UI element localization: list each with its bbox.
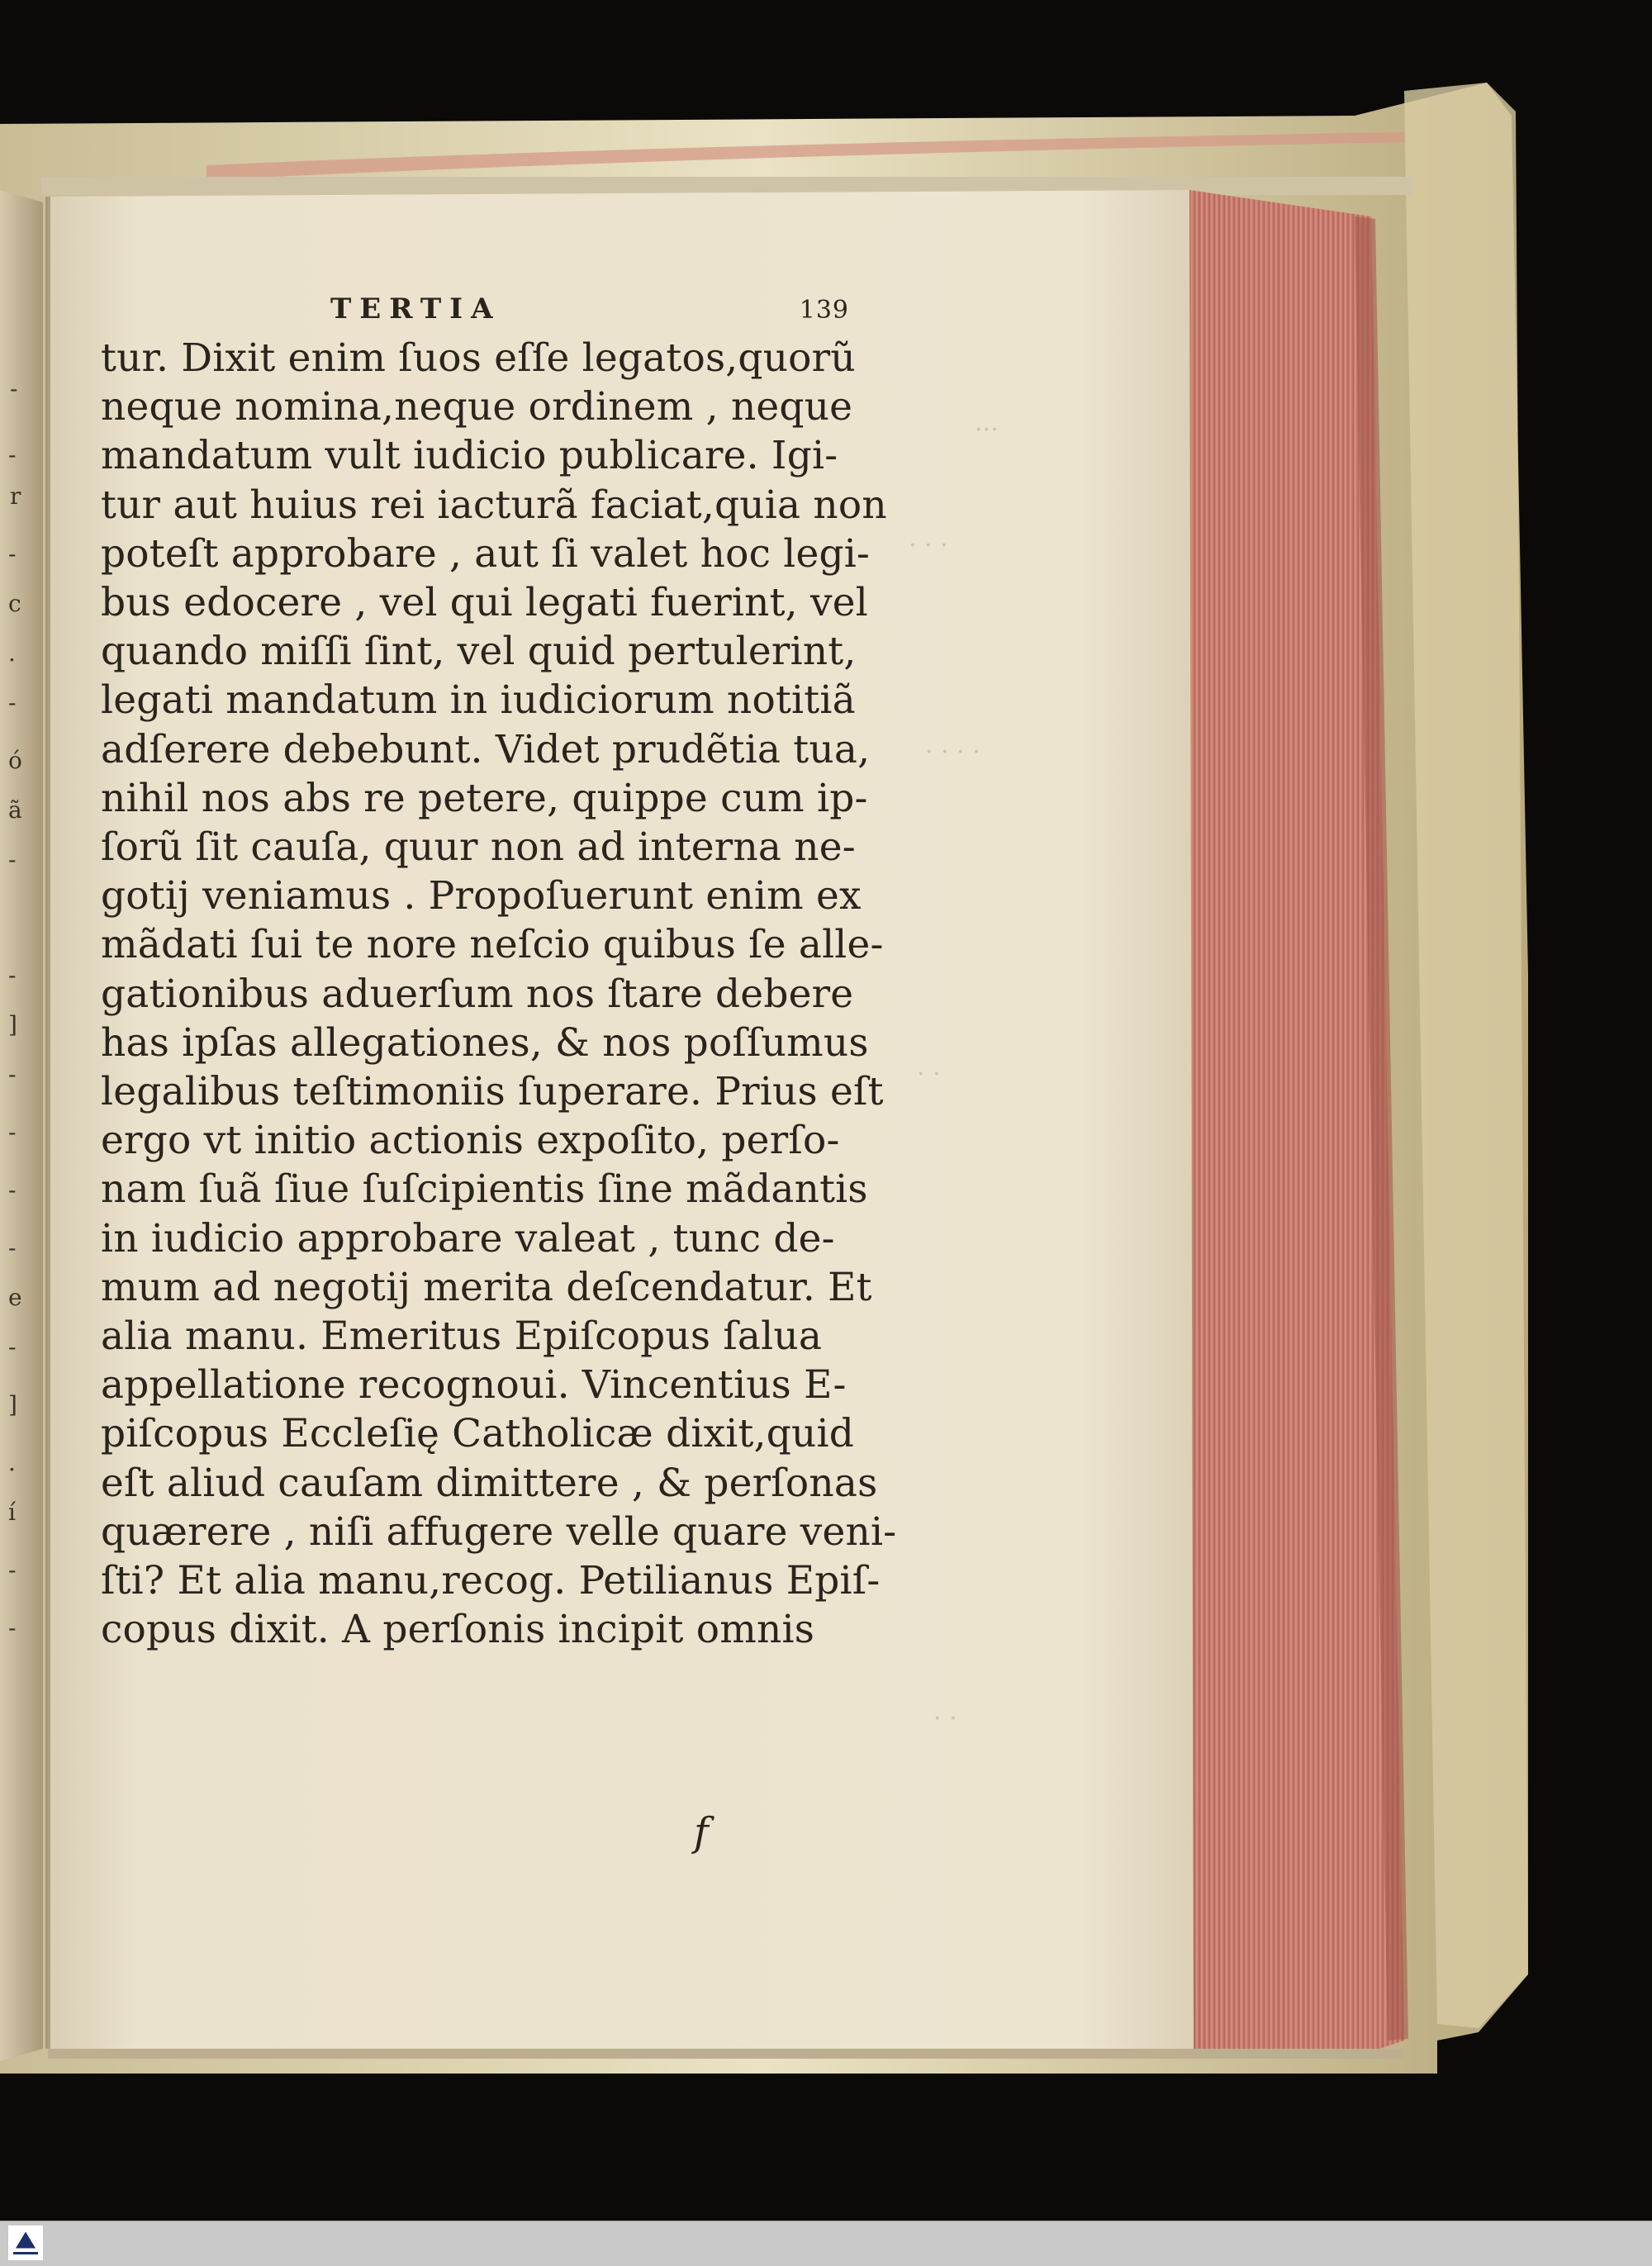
svg-text:]: ] <box>8 1011 17 1038</box>
svg-text:-: - <box>8 962 17 989</box>
page-stack-top <box>41 177 1412 195</box>
svg-text:.: . <box>8 639 16 667</box>
svg-text:· ·: · · <box>933 1704 957 1733</box>
text-line: gationibus aduerſum nos ſtare debere <box>101 971 854 1017</box>
text-line: quando miſſi ſint, vel quid pertulerint, <box>101 629 857 675</box>
svg-text:c: c <box>8 590 21 617</box>
text-line: legalibus teſtimoniis ſuperare. Prius eſt <box>101 1069 884 1115</box>
text-line: ergo vt initio actionis expoſito, perſo- <box>101 1118 840 1164</box>
text-line: in iudicio approbare valeat , tunc de- <box>101 1215 835 1261</box>
svg-text:-: - <box>8 1119 17 1146</box>
svg-text:-: - <box>8 689 17 716</box>
text-line: nam ſuã ſiue ſuſcipientis ſine mãdantis <box>101 1166 868 1213</box>
svg-text:-: - <box>8 1061 17 1088</box>
bottom-page-stack <box>48 2049 1403 2059</box>
text-line: quærere , niſi affugere velle quare veni- <box>101 1508 897 1555</box>
svg-text:]: ] <box>8 1391 17 1418</box>
text-line: ſorũ ſit cauſa, quur non ad interna ne- <box>101 824 856 871</box>
svg-text:-: - <box>8 540 17 568</box>
svg-text:.: . <box>8 1449 16 1476</box>
text-line: appellatione recognoui. Vincentius E- <box>101 1362 847 1409</box>
svg-text:í: í <box>8 1499 16 1526</box>
svg-text:-: - <box>8 1234 17 1261</box>
svg-text:-: - <box>10 375 18 402</box>
left-facing-page <box>0 190 43 2061</box>
text-line: copus dixit. A perſonis incipit omnis <box>101 1607 815 1653</box>
svg-text:-: - <box>8 441 17 468</box>
svg-text:-: - <box>8 846 17 873</box>
text-line: alia manu. Emeritus Epiſcopus ſalua <box>101 1314 823 1360</box>
svg-text:···: ··· <box>975 416 999 444</box>
running-head: TERTIA <box>330 292 501 325</box>
text-line: neque nomina,neque ordinem , neque <box>101 384 853 430</box>
svg-text:-: - <box>8 1556 17 1584</box>
text-line: nihil nos abs re petere, quippe cum ip- <box>101 775 868 821</box>
svg-text:-: - <box>8 1614 17 1641</box>
text-line: has ipſas allegationes, & nos poſſumus <box>101 1019 869 1066</box>
svg-text:· ·: · · <box>917 1060 941 1089</box>
running-header <box>101 281 861 334</box>
viewer-bottom-bar <box>0 2221 1652 2266</box>
svg-text:-: - <box>8 1333 17 1361</box>
svg-text:r: r <box>10 482 21 510</box>
text-line: bus edocere , vel qui legati fuerint, vel <box>101 580 868 626</box>
text-line: adſerere debebunt. Videt prudẽtia tua, <box>101 726 871 772</box>
signature-mark: f <box>694 1809 709 1855</box>
text-line: eſt aliud cauſam dimittere , & perſonas <box>101 1460 878 1506</box>
svg-text:ã: ã <box>8 796 22 824</box>
text-line: ſti? Et alia manu,recog. Petilianus Epiſ- <box>101 1558 881 1604</box>
text-lines <box>101 334 897 1654</box>
library-logo-icon <box>8 2226 43 2260</box>
text-line: gotij veniamus . Propoſuerunt enim ex <box>101 873 862 919</box>
text-line: mãdati ſui te nore neſcio quibus ſe alle- <box>101 922 884 968</box>
text-line: piſcopus Eccleſię Catholicæ dixit,quid <box>101 1411 855 1457</box>
svg-text:e: e <box>8 1284 22 1311</box>
text-line: legati mandatum in iudiciorum notitiã <box>101 677 856 724</box>
page-text-block <box>101 281 897 1654</box>
text-line: mandatum vult iudicio publicare. Igi- <box>101 433 838 479</box>
text-line: tur aut huius rei iacturã faciat,quia non <box>101 482 887 528</box>
page-number: 139 <box>799 296 849 325</box>
text-line: poteſt approbare , aut ſi valet hoc legi- <box>101 530 871 577</box>
text-line: tur. Dixit enim ſuos eſſe legatos,quorũ <box>101 335 856 381</box>
text-line: mum ad negotij merita deſcendatur. Et <box>101 1264 872 1310</box>
svg-text:· · · ·: · · · · <box>925 738 980 767</box>
svg-text:ó: ó <box>8 747 22 774</box>
svg-text:· · ·: · · · <box>909 531 948 560</box>
svg-text:-: - <box>8 1176 17 1204</box>
